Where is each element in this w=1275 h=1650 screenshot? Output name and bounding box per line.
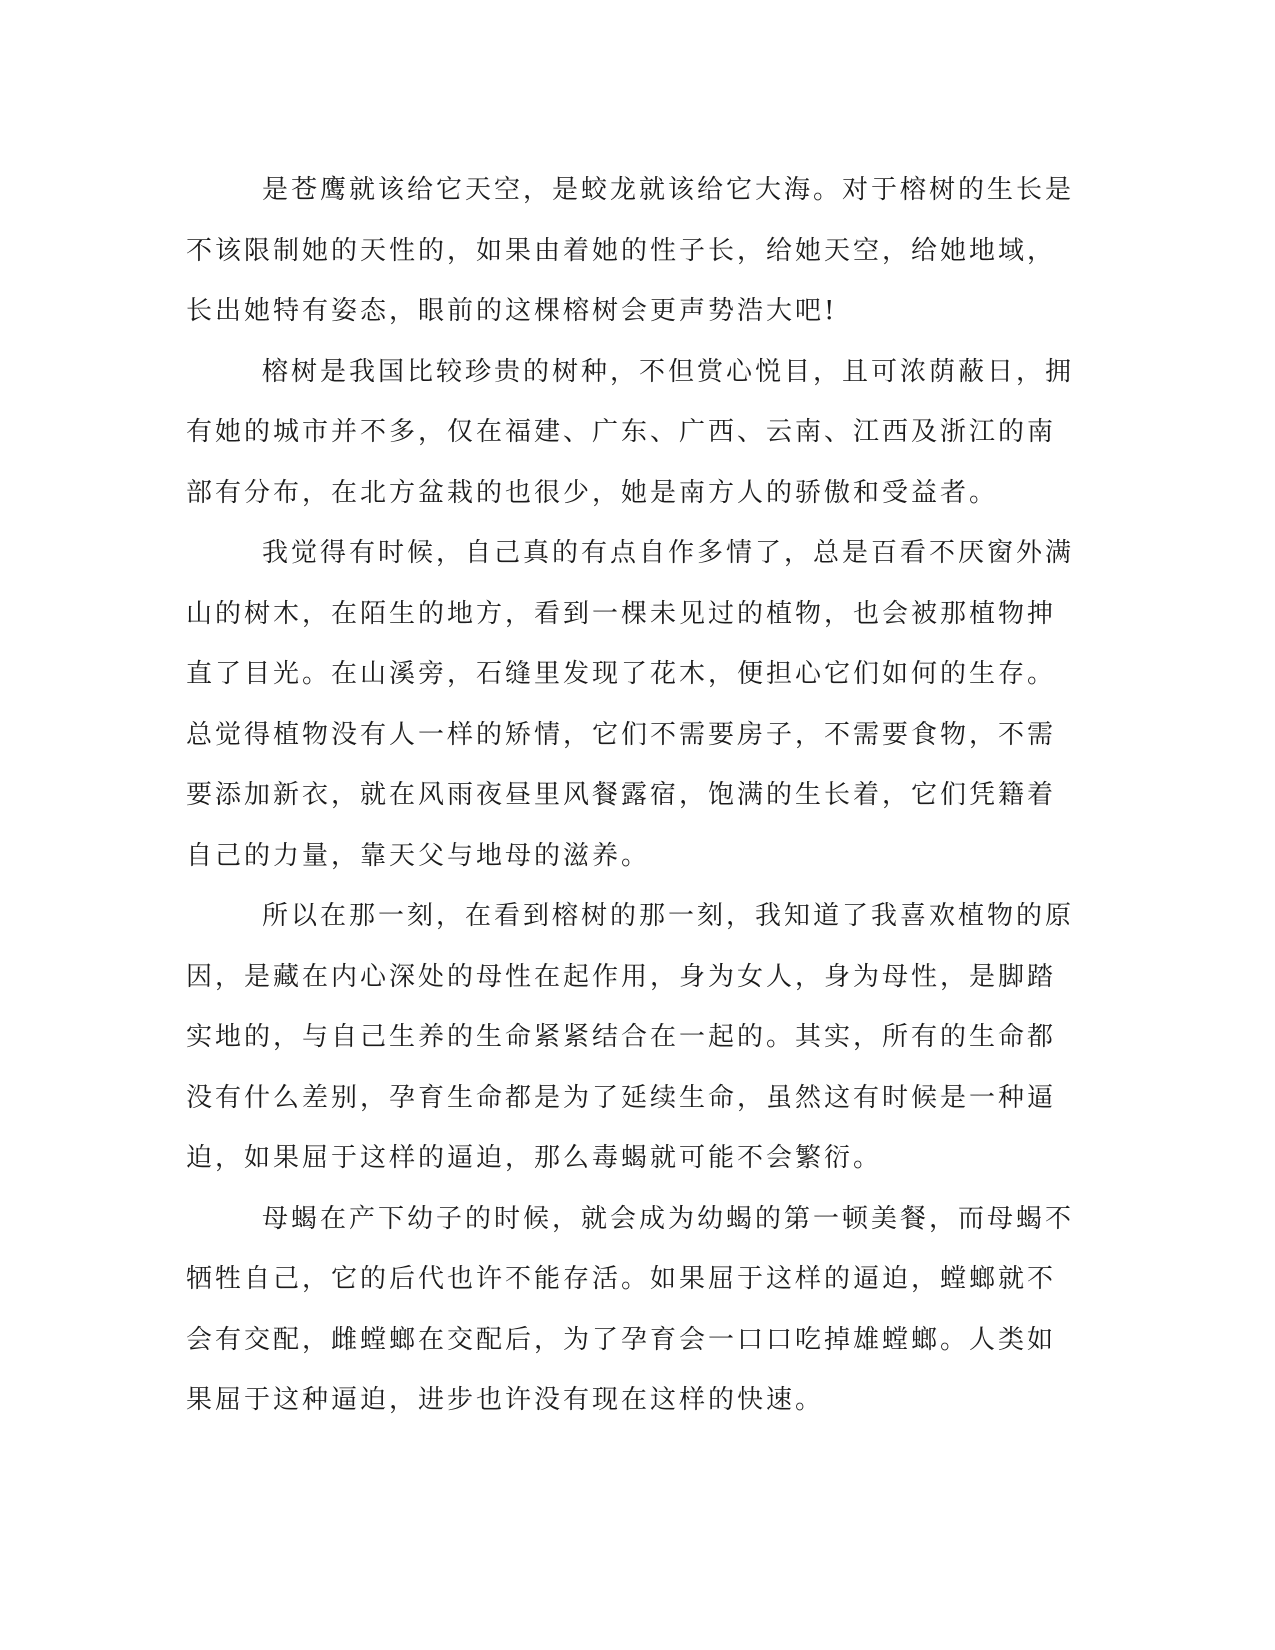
paragraph-line: 直了目光。在山溪旁，石缝里发现了花木，便担心它们如何的生存。: [186, 659, 1057, 689]
document-body: [186, 160, 1075, 1431]
paragraph-line: 我觉得有时候，自己真的有点自作多情了，总是百看不厌窗外满: [262, 538, 1075, 568]
paragraph-line: 果屈于这种逼迫，进步也许没有现在这样的快速。: [186, 1385, 825, 1415]
paragraph-line: 实地的，与自己生养的生命紧紧结合在一起的。其实，所有的生命都: [186, 1022, 1057, 1052]
paragraph-line: 榕树是我国比较珍贵的树种，不但赏心悦目，且可浓荫蔽日，拥: [262, 356, 1075, 387]
paragraph-line: 牺牲自己，它的后代也许不能存活。如果屈于这样的逼迫，螳螂就不: [186, 1264, 1057, 1294]
paragraph-line: 山的树木，在陌生的地方，看到一棵未见过的植物，也会被那植物抻: [186, 598, 1057, 629]
paragraph-2: [186, 342, 1075, 524]
paragraph-line: 部有分布，在北方盆栽的也很少，她是南方人的骄傲和受益者。: [186, 477, 999, 508]
paragraph-line: 母蝎在产下幼子的时候，就会成为幼蝎的第一顿美餐，而母蝎不: [262, 1203, 1075, 1234]
paragraph-4: [186, 886, 1075, 1189]
paragraph-line: 总觉得植物没有人一样的矫情，它们不需要房子，不需要食物，不需: [186, 719, 1057, 750]
paragraph-line: 所以在那一刻，在看到榕树的那一刻，我知道了我喜欢植物的原: [262, 901, 1075, 931]
paragraph-line: 长出她特有姿态，眼前的这棵榕树会更声势浩大吧!: [186, 296, 838, 326]
paragraph-3: [186, 523, 1075, 886]
paragraph-line: 要添加新衣，就在风雨夜昼里风餐露宿，饱满的生长着，它们凭籍着: [186, 780, 1057, 810]
paragraph-line: 是苍鹰就该给它天空，是蛟龙就该给它大海。对于榕树的生长是: [262, 175, 1075, 205]
paragraph-line: 会有交配，雌螳螂在交配后，为了孕育会一口口吃掉雄螳螂。人类如: [186, 1324, 1057, 1355]
paragraph-1: [186, 160, 1075, 342]
paragraph-line: 迫，如果屈于这样的逼迫，那么毒蝎就可能不会繁衍。: [186, 1143, 883, 1173]
paragraph-line: 因，是藏在内心深处的母性在起作用，身为女人，身为母性，是脚踏: [186, 961, 1057, 992]
paragraph-5: [186, 1189, 1075, 1431]
paragraph-line: 不该限制她的天性的，如果由着她的性子长，给她天空，给她地域，: [186, 235, 1057, 266]
paragraph-line: 没有什么差别，孕育生命都是为了延续生命，虽然这有时候是一种逼: [186, 1082, 1057, 1113]
paragraph-line: 有她的城市并不多，仅在福建、广东、广西、云南、江西及浙江的南: [186, 417, 1057, 447]
paragraph-line: 自己的力量，靠天父与地母的滋养。: [186, 840, 651, 871]
